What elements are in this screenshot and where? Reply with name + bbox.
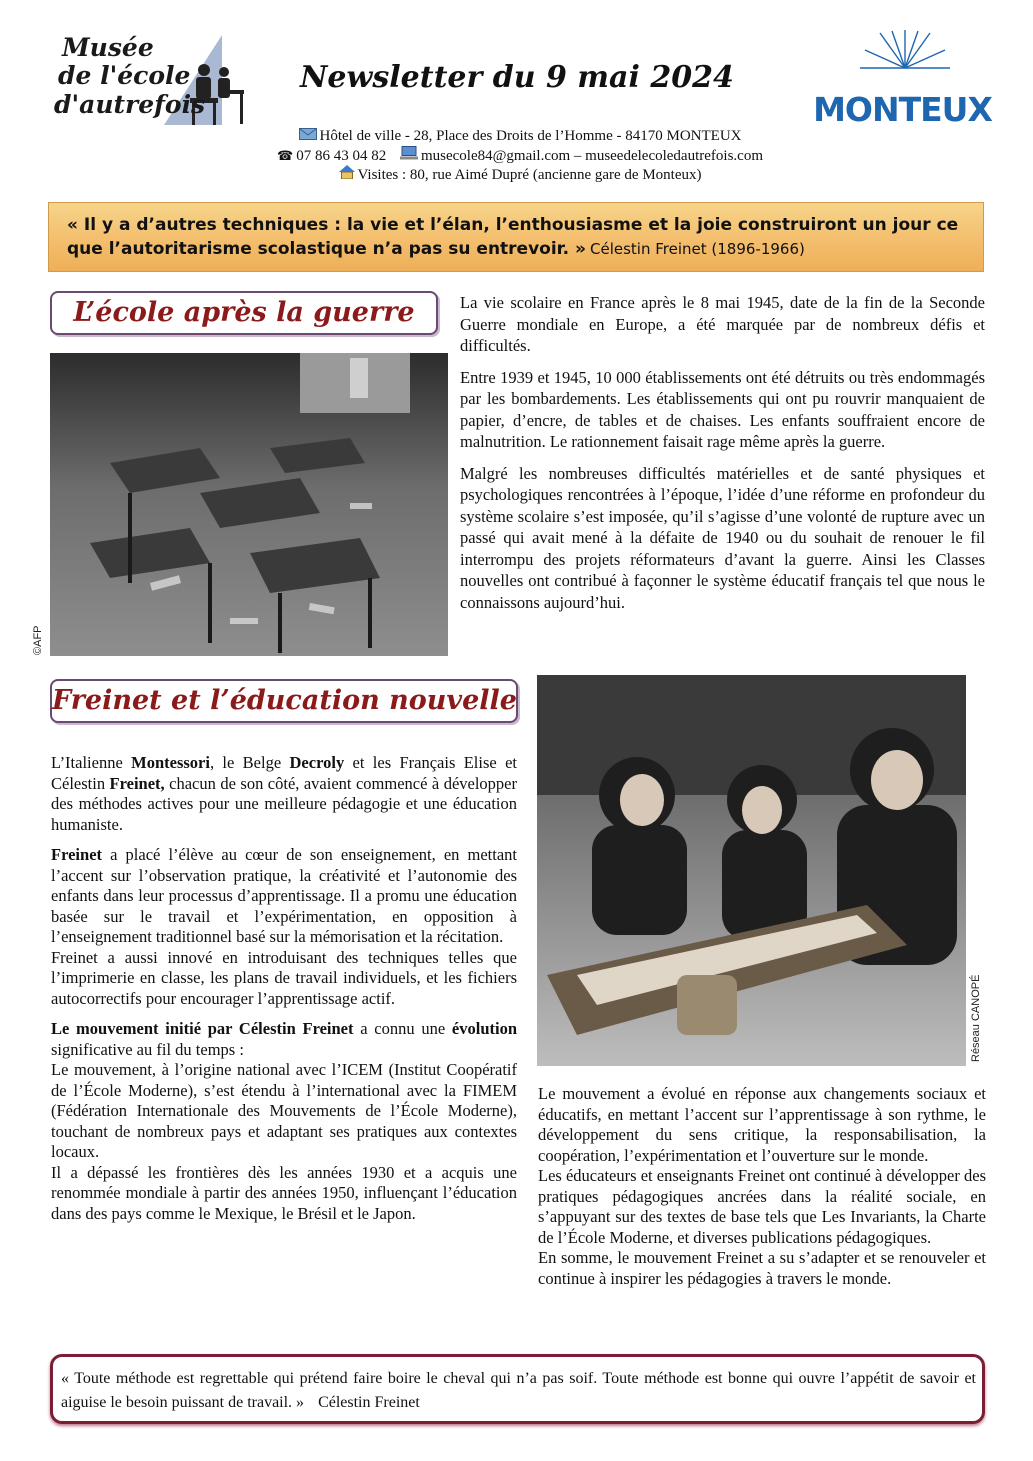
firework-icon: [810, 28, 995, 88]
phone-text: 07 86 43 04 82: [296, 148, 387, 164]
section2-paragraph-5: Le mouvement, à l’origine national avec l’ICEM (Institut Coopératif de l’École Moderne), s’est étendu à l’international avec la FIMEM (Fédération Internationale des Mouvements de l’École Moderne), touchant de nombreux pays et adaptant ses pratiques aux contextes locaux.: [51, 1060, 517, 1161]
bottom-quote-author: Célestin Freinet: [318, 1394, 420, 1411]
war-classroom-photo: [50, 353, 448, 656]
canope-photo-credit: Réseau CANOPÉ: [970, 974, 982, 1062]
classroom-ruins-illustration: [50, 353, 448, 656]
afp-photo-credit: ©AFP: [32, 625, 44, 655]
computer-icon: [400, 146, 418, 166]
p2-text: a placé l’élève au cœur de son enseignement, en mettant l’accent sur l’observation pratique, la créativité et l’autonomie des enfants dans leur processus d’apprentissage. Il a promu une éducation basée sur le travail et l’expérimentation, en opposition à l’enseignement traditionnel basé sur la mémorisation et la récitation.: [51, 845, 517, 946]
freinet-printing-photo: [537, 675, 966, 1066]
logo-line-3: d'autrefois: [54, 90, 206, 119]
top-quote-text: « Il y a d’autres techniques : la vie et l’élan, l’enthousiasme et la joie construiront un jour ce que l’autoritarisme scolastique n’a pas su entrevoir. »: [67, 215, 959, 259]
email-web-text[interactable]: musecole84@gmail.com – museedelecoledautrefois.com: [420, 148, 763, 164]
top-quote-author: Célestin Freinet (1896-1966): [590, 240, 805, 258]
contact-line: [150, 146, 890, 166]
house-icon: [339, 165, 355, 185]
phone-icon: ☎: [277, 148, 294, 163]
top-quote-banner: [48, 202, 984, 272]
monteux-logo: [810, 28, 995, 128]
decroly-name: Decroly: [289, 753, 345, 772]
logo-line-2: de l'école: [58, 61, 191, 90]
museum-logo: [54, 30, 254, 130]
section2-paragraph-2: [51, 845, 517, 948]
newsletter-title: Newsletter du 9 mai 2024: [300, 60, 734, 95]
p4-text-a: a connu une: [353, 1019, 452, 1038]
p1-text-e: chacun de son côté, avaient commencé à développer des méthodes actives pour une meilleure pédagogie et une éducation humaniste.: [51, 773, 517, 834]
section1-paragraph-3: Malgré les nombreuses difficultés matérielles et de santé physiques et psychologiques rencontrées à l’époque, l’idée d’une réforme en profondeur du système scolaire s’est imposée, qu’il s’agisse d’une volonté de rupture avec un passé qui avait mené à la défaite de 1940 ou du souhait de renouer le fil interrompu des projets réformateurs d’avant la guerre. Ainsi les Classes nouvelles ont contribué à façonner le système éducatif français tel que nous le connaissons aujourd’hui.: [460, 463, 985, 612]
bottom-quote-text: « Toute méthode est regrettable qui prétend faire boire le cheval qui n’a pas soif. Toute méthode est bonne qui ouvre l’appétit de savoir et aiguise le besoin puissant de travail. »: [61, 1370, 976, 1411]
section2-paragraph-3: Freinet a aussi innové en introduisant des techniques telles que l’imprimerie en classe, les plans de travail individuels, et les fichiers autocorrectifs pour encourager l’apprentissage actif.: [51, 947, 517, 1008]
p1-text-d: et les Français Elise et Célestin: [51, 753, 517, 793]
address-line: [150, 126, 890, 146]
brand-name: MONTEUX: [813, 90, 992, 129]
section2-right-column: [538, 1084, 986, 1289]
montessori-name: Montessori: [131, 753, 210, 772]
address-text: Hôtel de ville - 28, Place des Droits de l’Homme - 84170 MONTEUX: [319, 128, 742, 144]
section2-right-paragraph-3: En somme, le mouvement Freinet a su s’adapter et se renouveler et continue à inspirer les pédagogies à travers le monde.: [538, 1248, 986, 1288]
section1-title: L’école après la guerre: [50, 291, 438, 335]
section2-title: Freinet et l’éducation nouvelle: [50, 679, 518, 723]
bottom-quote-box: [50, 1354, 985, 1424]
freinet-name: Freinet,: [109, 773, 165, 793]
p4-text-rest: significative au fil du temps :: [51, 1039, 244, 1059]
p2-freinet-bold: Freinet: [51, 845, 103, 864]
logo-line-1: Musée: [62, 33, 154, 62]
visits-text: Visites : 80, rue Aimé Dupré (ancienne gare de Monteux): [357, 167, 702, 183]
p4-evolution-bold: évolution: [451, 1019, 517, 1038]
section2-paragraph-6: Il a dépassé les frontières dès les années 1930 et a acquis une renommée mondiale à partir des années 1950, influençant l’éducation dans des pays comme le Mexique, le Brésil et le Japon.: [51, 1162, 517, 1223]
visits-line: [150, 165, 890, 185]
section2-paragraph-1: [51, 753, 517, 835]
section2-right-paragraph-2: Les éducateurs et enseignants Freinet ont continué à développer des pratiques pédagogiques ancrées dans la réalité sociale, en s’appuyant sur des textes de base tels que Les Invariants, la Charte de l’École Moderne, et diverses publications pédagogiques.: [538, 1166, 986, 1247]
section1-text: [460, 292, 985, 623]
p1-text-c: , le Belge: [209, 753, 290, 772]
section1-paragraph-1: La vie scolaire en France après le 8 mai 1945, date de la fin de la Seconde Guerre mondiale en Europe, a été marquée par de nombreux défis et difficultés.: [460, 293, 985, 355]
section2-paragraph-4: [51, 1019, 517, 1060]
section1-paragraph-2: Entre 1939 et 1945, 10 000 établissements ont été détruits ou très endommagés par les bombardements. Les établissements qui ont pu rouvrir manquaient de papier, d’encre, de tables et de chaises. Les enfants souffraient encore de malnutrition. Le rationnement faisait rage même après la guerre.: [460, 367, 985, 451]
section2-right-paragraph-1: Le mouvement a évolué en réponse aux changements sociaux et éducatifs, en mettant l’accent sur l’apprentissage à son rythme, le développement du sens critique, la responsabilisation, la coopération, l’expérimentation et l’ouverture sur le monde.: [538, 1084, 986, 1165]
p1-text-a: L’Italienne: [51, 753, 132, 772]
p4-bold-lead: Le mouvement initié par Célestin Freinet: [51, 1019, 354, 1038]
envelope-icon: [299, 126, 317, 146]
section2-left-column: [51, 753, 517, 1224]
children-printing-illustration: [537, 675, 966, 1066]
